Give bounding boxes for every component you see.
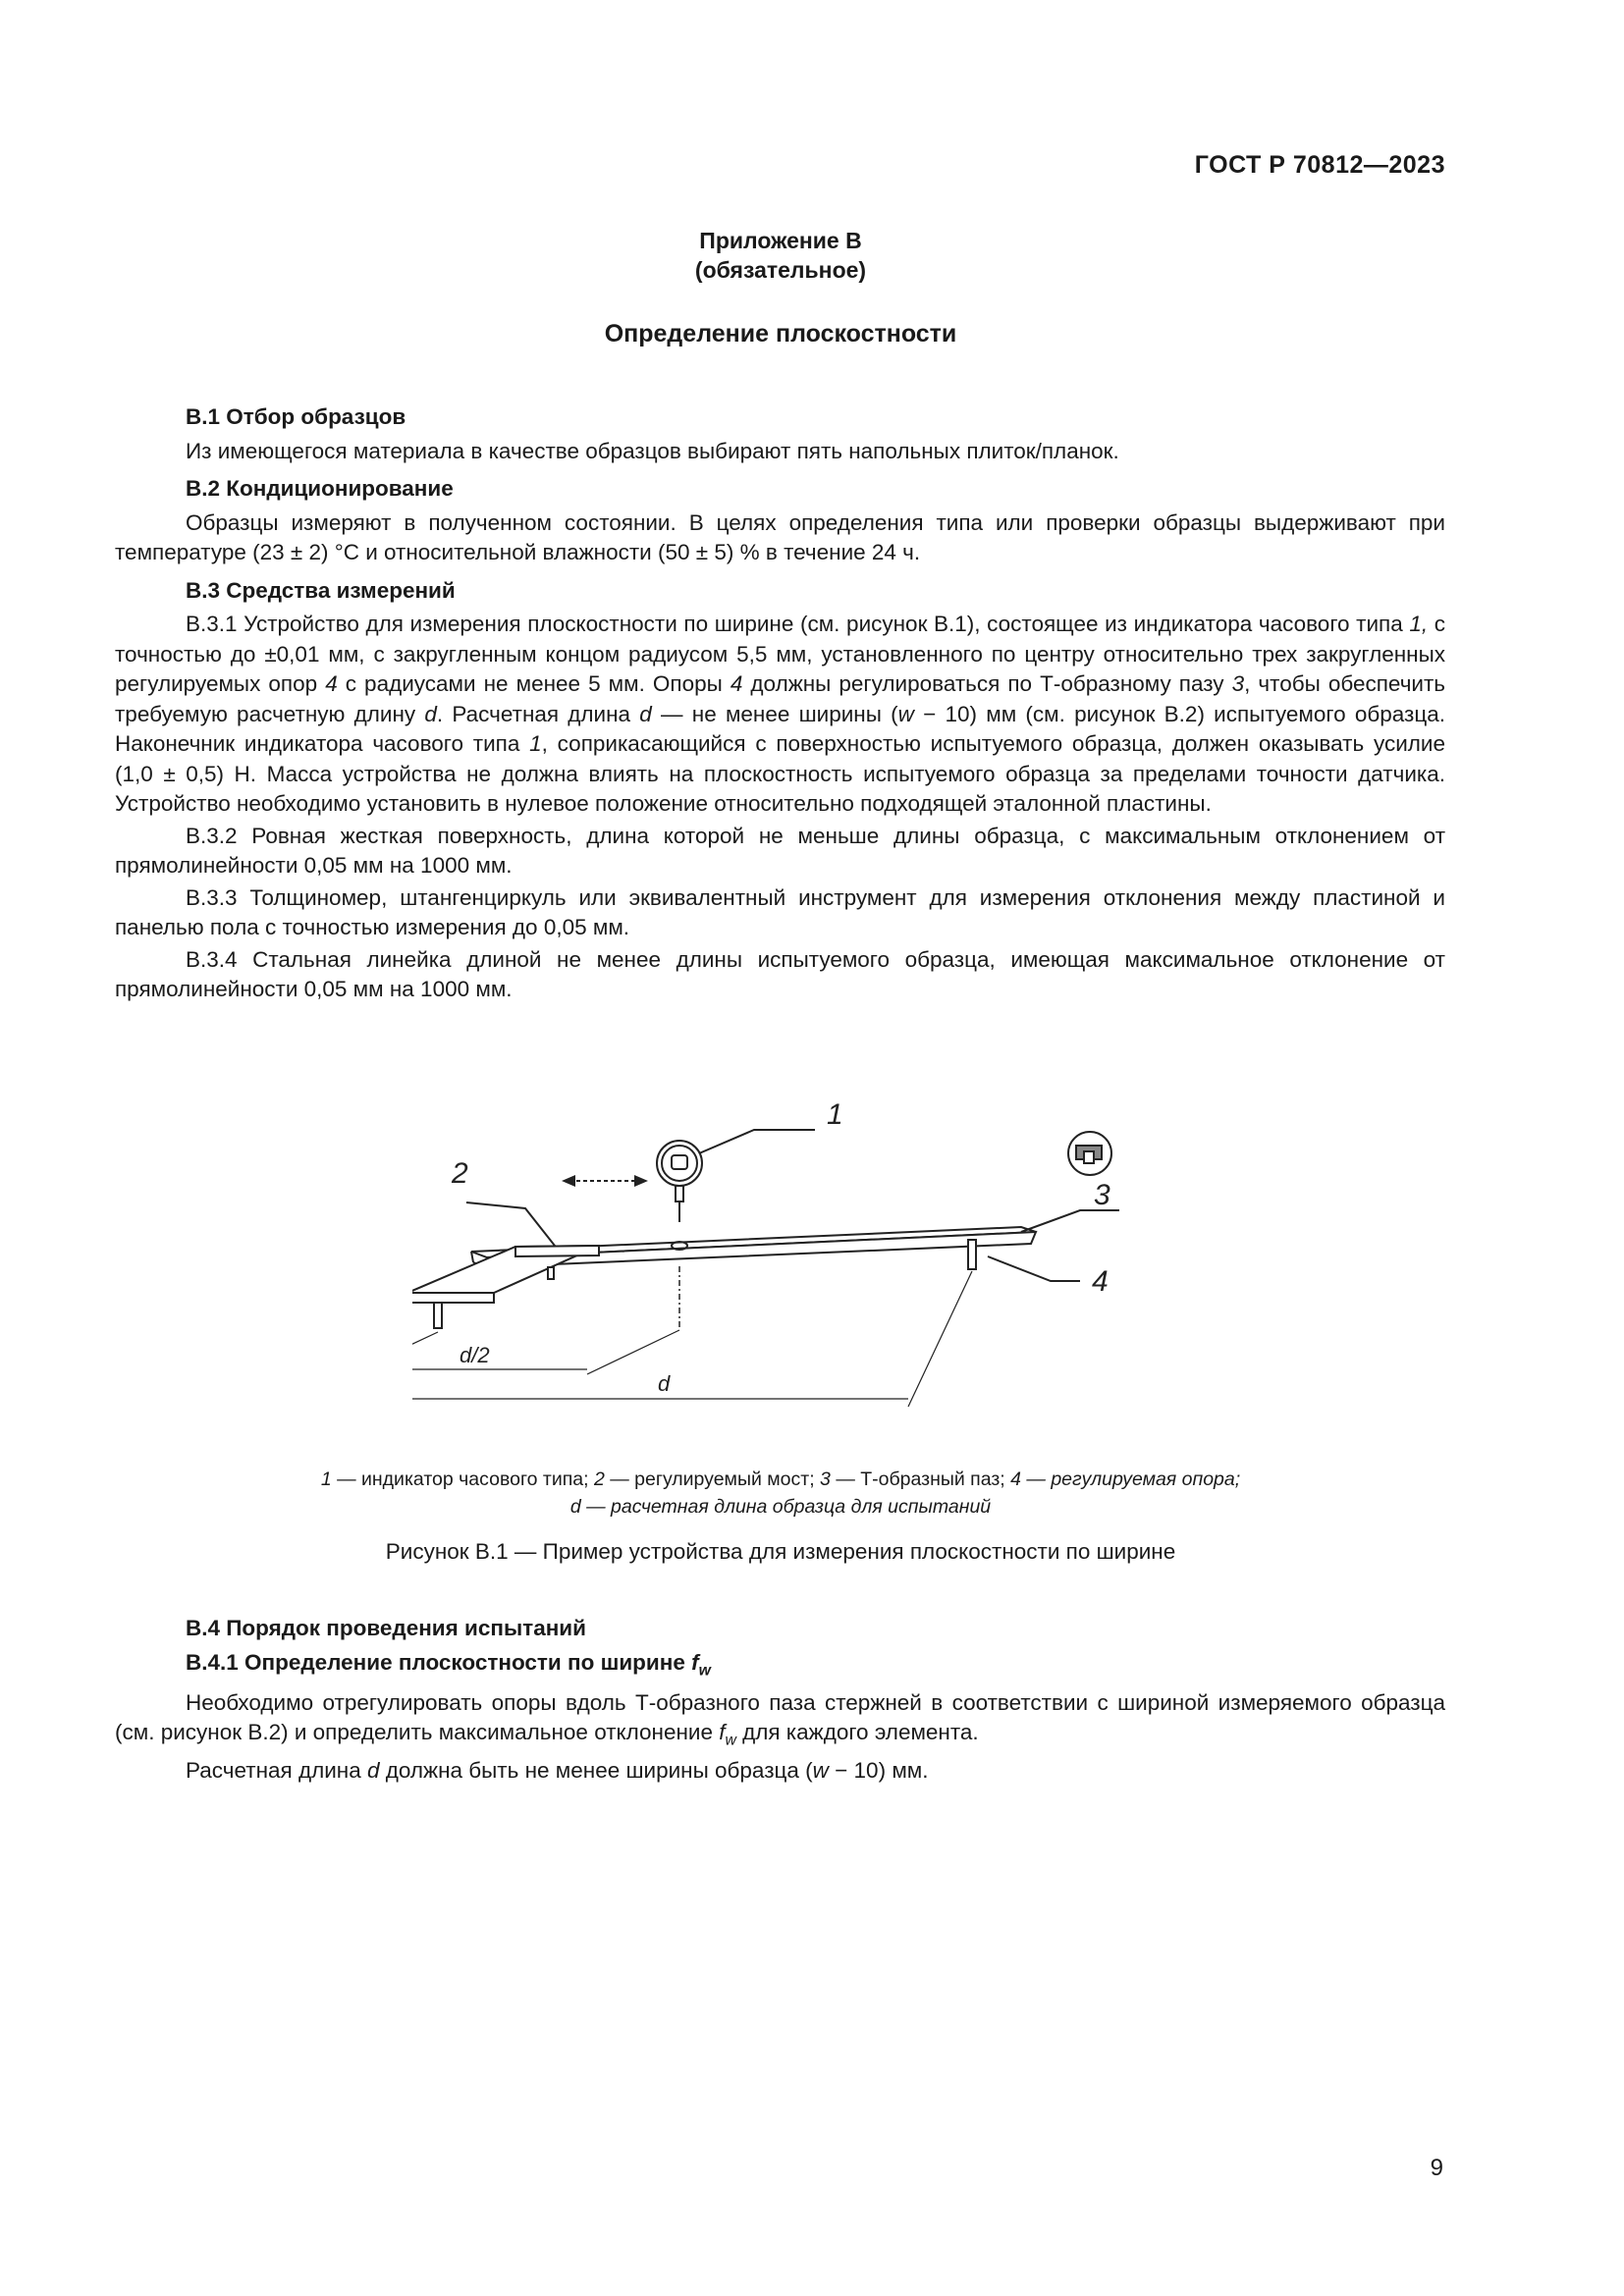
section-b3-2-text: В.3.2 Ровная жесткая поверхность, длина которой не меньше длины образца, с максимальным отклонением от прямолинейности 0,05 мм на 1000 мм. (115, 823, 1445, 878)
section-b3-3-text: В.3.3 Толщиномер, штангенциркуль или эквивалентный инструмент для измерения отклонения между пластиной и панелью пола с точностью измерения до 0,05 мм. (115, 884, 1445, 939)
annex-status: (обязательное) (694, 257, 867, 283)
section-b2-heading: В.2 Кондиционирование (186, 476, 454, 501)
support-middle (548, 1267, 554, 1279)
section-b3-4-text: В.3.4 Стальная линейка длиной не менее длины испытуемого образца, имеющая максимальное отклонение от прямолинейности 0,05 мм на 1000 мм. (115, 946, 1445, 1001)
section-b1-text: Из имеющегося материала в качестве образцов выбирают пять напольных плиток/планок. (186, 438, 1119, 463)
section-b4-1-heading: В.4.1 Определение плоскостности по ширине $f_w$ (186, 1649, 711, 1679)
annex-heading (0, 226, 1561, 285)
section-b1-heading: В.1 Отбор образцов (186, 404, 406, 429)
legend-line-1: 1 — индикатор часового типа; 2 — регулируемый мост; 3 — Т-образный паз; 4 — регулируемая опора; (320, 1468, 1241, 1490)
label-1: 1 (827, 1098, 843, 1131)
section-b4-1-text: Необходимо отрегулировать опоры вдоль Т-образного паза стержней в соответствии с шириной измеряемого образца (см. рисунок В.2) и определить максимальное отклонение $f_w$ для каждого элемента. (115, 1689, 1445, 1749)
figure-title: Рисунок В.1 — Пример устройства для измерения плоскостности по ширине (385, 1539, 1176, 1564)
main-content (115, 395, 1445, 1007)
document-code: ГОСТ Р 70812—2023 (1194, 151, 1445, 179)
section-b4-heading: В.4 Порядок проведения испытаний (186, 1616, 586, 1640)
label-3: 3 (1094, 1179, 1110, 1211)
dial-indicator (657, 1141, 702, 1186)
label-2: 2 (452, 1157, 468, 1190)
label-d-half: d/2 (460, 1343, 490, 1367)
annex-title: Определение плоскостности (604, 320, 957, 347)
page-number: 9 (1430, 2155, 1443, 2181)
label-d: d (658, 1371, 671, 1396)
section-b3-heading: В.3 Средства измерений (186, 577, 456, 603)
support-right (968, 1240, 976, 1269)
section-b3-1-text: В.3.1 Устройство для измерения плоскостности по ширине (см. рисунок В.1), состоящее из индикатора часового типа 1, с точностью до ±0,01 мм, с закругленным концом радиусом 5,5 мм, установленного по центру относительно трех закругленных регулируемых опор 4 с радиусами не менее 5 мм. Опоры 4 должны регулироваться по Т-образному пазу 3, чтобы обеспечить требуемую расчетную длину d. Расчетная длина d — не менее ширины (w − 10) мм (см. рисунок В.2) испытуемого образца. Наконечник индикатора часового типа 1, соприкасающийся с поверхностью испытуемого образца, должен оказывать усилие (1,0 ± 0,5) Н. Масса устройства не должна влиять на плоскостность испытуемого образца за пределами точности датчика. Устройство необходимо установить в нулевое положение относительно подходящей эталонной пластины. (115, 612, 1446, 816)
support-left (434, 1303, 442, 1328)
figure-legend (0, 1466, 1561, 1521)
legend-line-2: d — расчетная длина образца для испытаний (569, 1496, 992, 1518)
section-b4-1-text-2: Расчетная длина d должна быть не менее ширины образца (w − 10) мм. (186, 1758, 929, 1783)
section-b4 (115, 1610, 1445, 1787)
section-b2-text: Образцы измеряют в полученном состоянии. В целях определения типа или проверки образцы выдерживают при температуре (23 ± 2) °С и относительной влажности (50 ± 5) % в течение 24 ч. (115, 509, 1445, 564)
figure-b1-diagram (412, 1075, 1159, 1448)
annex-label: Приложение В (699, 228, 862, 253)
label-4: 4 (1092, 1265, 1109, 1298)
